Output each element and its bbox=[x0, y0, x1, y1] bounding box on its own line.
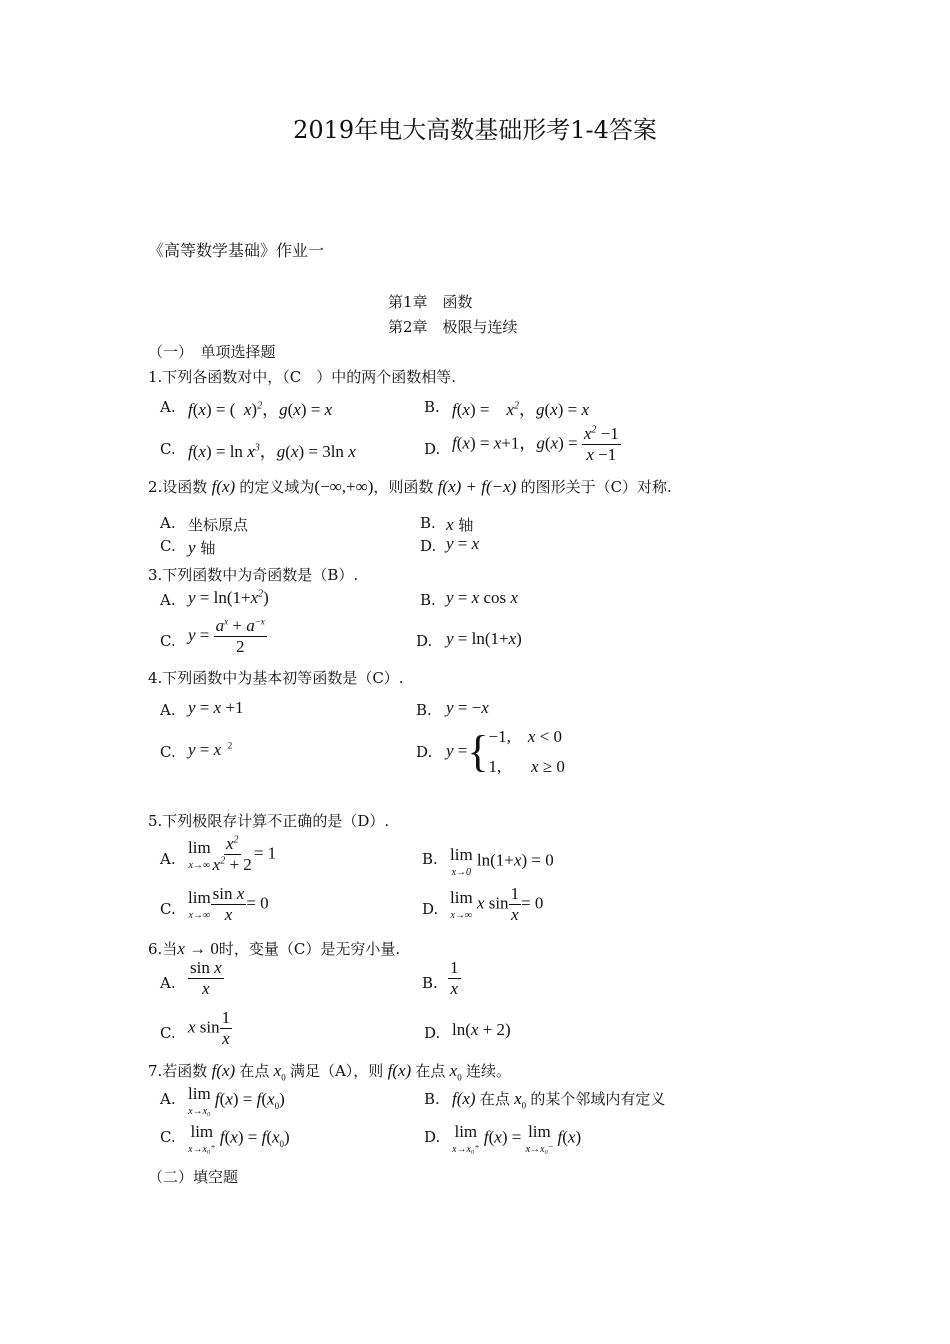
q1-option-b: f(x) = $x^2$，g(x) = x bbox=[452, 400, 590, 419]
question-4-stem: 4.下列函数中为基本初等函数是（C）. bbox=[148, 669, 404, 687]
q4-option-d: y ={ −1, x < 0 1, x ≥ 0 bbox=[446, 727, 565, 776]
option-label: C. bbox=[160, 743, 176, 761]
option-label: C. bbox=[160, 1024, 176, 1042]
option-label: B. bbox=[424, 398, 440, 416]
option-label: D. bbox=[424, 440, 441, 458]
question-2-stem: 2.设函数 f(x) 的定义域为(−∞,+∞)，则函数 f(x) + f(−x) 的图形关于（C）对称. bbox=[148, 477, 672, 496]
option-label: D. bbox=[416, 632, 433, 650]
q5-option-a: lim x→∞ $\frac{x^2}{x^2 + 2}$ = 1 bbox=[188, 834, 277, 874]
q5-option-b: lim x→0 ln(1+x) = 0 bbox=[450, 845, 554, 878]
q3-option-a: $y = \ln(1+x^2)$ bbox=[188, 588, 269, 607]
question-6-stem: 6.当x → 0时，变量（C）是无穷小量. bbox=[148, 939, 401, 958]
q6-option-c: x sin $\frac{1}{x}$ bbox=[188, 1008, 231, 1048]
option-label: D. bbox=[424, 1024, 441, 1042]
q7-option-b: f(x) 在点 $x_0$ 的某个邻域内有定义 bbox=[452, 1089, 666, 1111]
q2-option-b: x 轴 bbox=[446, 515, 474, 534]
document-title: 2019年电大高数基础形考1-4答案 bbox=[293, 116, 657, 144]
question-1-stem: 1.下列各函数对中，（C ）中的两个函数相等. bbox=[148, 368, 457, 386]
option-label: C. bbox=[160, 900, 176, 918]
option-label: B. bbox=[422, 974, 438, 992]
q7-option-a: lim x→x₀ $f(x) = f(x_0)$ bbox=[188, 1084, 285, 1117]
option-label: C. bbox=[160, 632, 176, 650]
q7-option-d: lim x→x₀⁺ f(x) = lim x→x₀⁻ f(x) bbox=[452, 1122, 582, 1155]
q6-option-b: $\frac{1}{x}$ bbox=[450, 958, 459, 998]
option-label: B. bbox=[420, 514, 436, 532]
q6-option-a: $\frac{\text{sin x}}{x}$ bbox=[190, 958, 222, 998]
option-label: D. bbox=[416, 743, 433, 761]
option-label: D. bbox=[424, 1128, 441, 1146]
chapter-2-heading: 第2章 极限与连续 bbox=[388, 318, 518, 336]
q3-option-d: y = ln(1+x) bbox=[446, 629, 522, 648]
option-label: B. bbox=[416, 701, 432, 719]
option-label: C. bbox=[160, 1128, 176, 1146]
q1-option-c: $f(x) = \ln x^3$，g(x) = 3ln x bbox=[188, 442, 356, 461]
q3-option-b: y = x cos x bbox=[446, 588, 518, 607]
q5-option-d: lim x→∞ x sin $\frac{1}{x}$ = 0 bbox=[450, 884, 544, 924]
question-3-stem: 3.下列函数中为奇函数是（B）. bbox=[148, 566, 359, 584]
question-5-stem: 5.下列极限存计算不正确的是（D）. bbox=[148, 812, 390, 830]
section-heading-fill: （二）填空题 bbox=[148, 1168, 239, 1186]
option-label: B. bbox=[424, 1090, 440, 1108]
q5-option-c: lim x→∞ $\frac{\text{sin x}}{x}$ = 0 bbox=[188, 884, 269, 924]
q4-option-a: y = x +1 bbox=[188, 698, 244, 717]
chapter-1-heading: 第1章 函数 bbox=[388, 293, 473, 311]
q2-option-a: 坐标原点 bbox=[188, 516, 249, 534]
option-label: B. bbox=[422, 850, 438, 868]
question-7-stem: 7.若函数 f(x) 在点 $x_0$ 满足（A），则 f(x) 在点 $x_0$ 连续。 bbox=[148, 1061, 511, 1083]
option-label: A. bbox=[160, 591, 176, 609]
option-label: A. bbox=[160, 398, 176, 416]
section-heading-choice: （一） 单项选择题 bbox=[148, 343, 276, 361]
q1-option-d: f(x) = x+1，g(x) = $\frac{x^2 -1}{x -1}$ bbox=[452, 424, 619, 464]
q1-option-a: f(x) = ( x)$^2$，g(x) = x bbox=[188, 400, 333, 419]
q2-option-c: y 轴 bbox=[188, 538, 216, 557]
option-label: A. bbox=[160, 850, 176, 868]
option-label: D. bbox=[422, 900, 439, 918]
q4-option-c: y = x $^2$ bbox=[188, 740, 233, 759]
option-label: D. bbox=[420, 537, 437, 555]
course-heading: 《高等数学基础》作业一 bbox=[148, 241, 325, 260]
option-label: A. bbox=[160, 1090, 176, 1108]
option-label: C. bbox=[160, 537, 176, 555]
q6-option-d: ln(x + 2) bbox=[452, 1020, 511, 1039]
q7-option-c: lim x→x₀⁺ $f(x) = f(x_0)$ bbox=[188, 1122, 290, 1155]
q3-option-c: y = $\frac{a^x + a^{-x}}{2}$ bbox=[188, 616, 265, 656]
q2-option-d: y = x bbox=[446, 534, 480, 553]
option-label: A. bbox=[160, 514, 176, 532]
q4-option-b: y = −x bbox=[446, 698, 489, 717]
option-label: B. bbox=[420, 591, 436, 609]
option-label: A. bbox=[160, 701, 176, 719]
option-label: C. bbox=[160, 440, 176, 458]
option-label: A. bbox=[160, 974, 176, 992]
